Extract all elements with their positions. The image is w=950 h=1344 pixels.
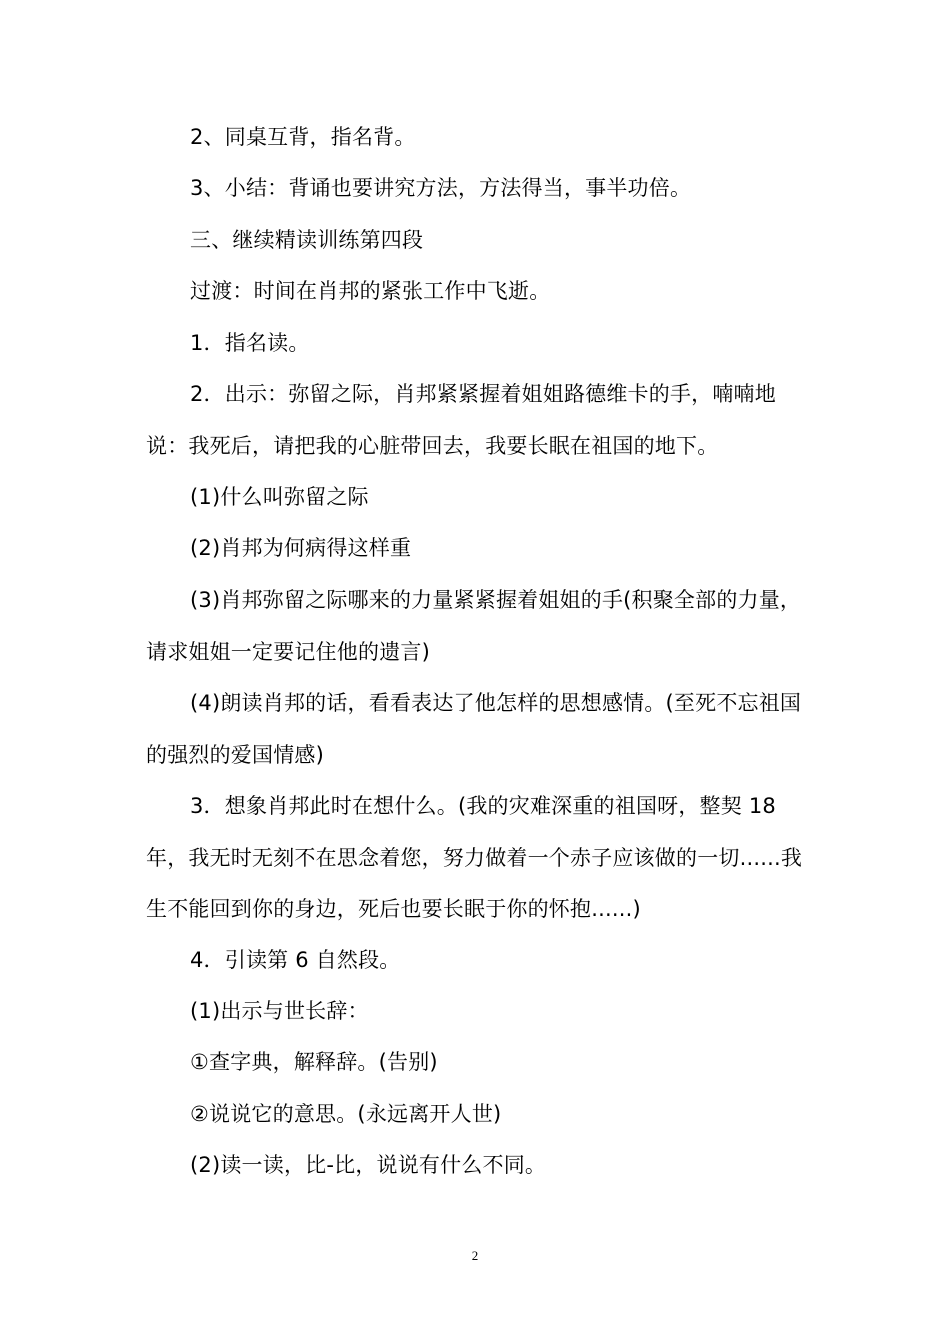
paragraph-sub-1: (1)什么叫弥留之际 — [190, 485, 369, 509]
page-number: 2 — [471, 1248, 479, 1263]
paragraph-sub-2: (2)肖邦为何病得这样重 — [190, 536, 412, 560]
paragraph-sub-5: (1)出示与世长辞： — [190, 999, 369, 1023]
paragraph-item-b: ②说说它的意思。(永远离开人世) — [190, 1102, 502, 1126]
paragraph-2: 3、小结：背诵也要讲究方法，方法得当，事半功倍。 — [190, 176, 692, 200]
paragraph-1: 2、同桌互背，指名背。 — [190, 125, 416, 149]
paragraph-item-a: ①查字典，解释辞。(告别) — [190, 1050, 438, 1074]
paragraph-step-2: 2．出示：弥留之际，肖邦紧紧握着姐姐路德维卡的手，喃喃地说：我死后，请把我的心脏带回去，我要长眠在祖国的地下。 — [146, 382, 776, 458]
paragraph-sub-4: (4)朗读肖邦的话，看看表达了他怎样的思想感情。(至死不忘祖国的强烈的爱国情感) — [146, 691, 802, 767]
paragraph-sub-3: (3)肖邦弥留之际哪来的力量紧紧握着姐姐的手(积聚全部的力量，请求姐姐一定要记住他的遗言) — [146, 588, 802, 664]
paragraph-step-4: 4．引读第 6 自然段。 — [190, 948, 401, 972]
paragraph-step-3: 3．想象肖邦此时在想什么。(我的灾难深重的祖国呀，整契 18 年，我无时无刻不在思念着您，努力做着一个赤子应该做的一切......我生不能回到你的身边，死后也要长眠于你的怀抱......) — [146, 794, 803, 921]
paragraph-step-1: 1．指名读。 — [190, 331, 310, 355]
paragraph-sub-6: (2)读一读，比-比，说说有什么不同。 — [190, 1153, 547, 1177]
section-heading: 三、继续精读训练第四段 — [190, 228, 424, 252]
paragraph-transition: 过渡：时间在肖邦的紧张工作中飞逝。 — [190, 279, 551, 303]
